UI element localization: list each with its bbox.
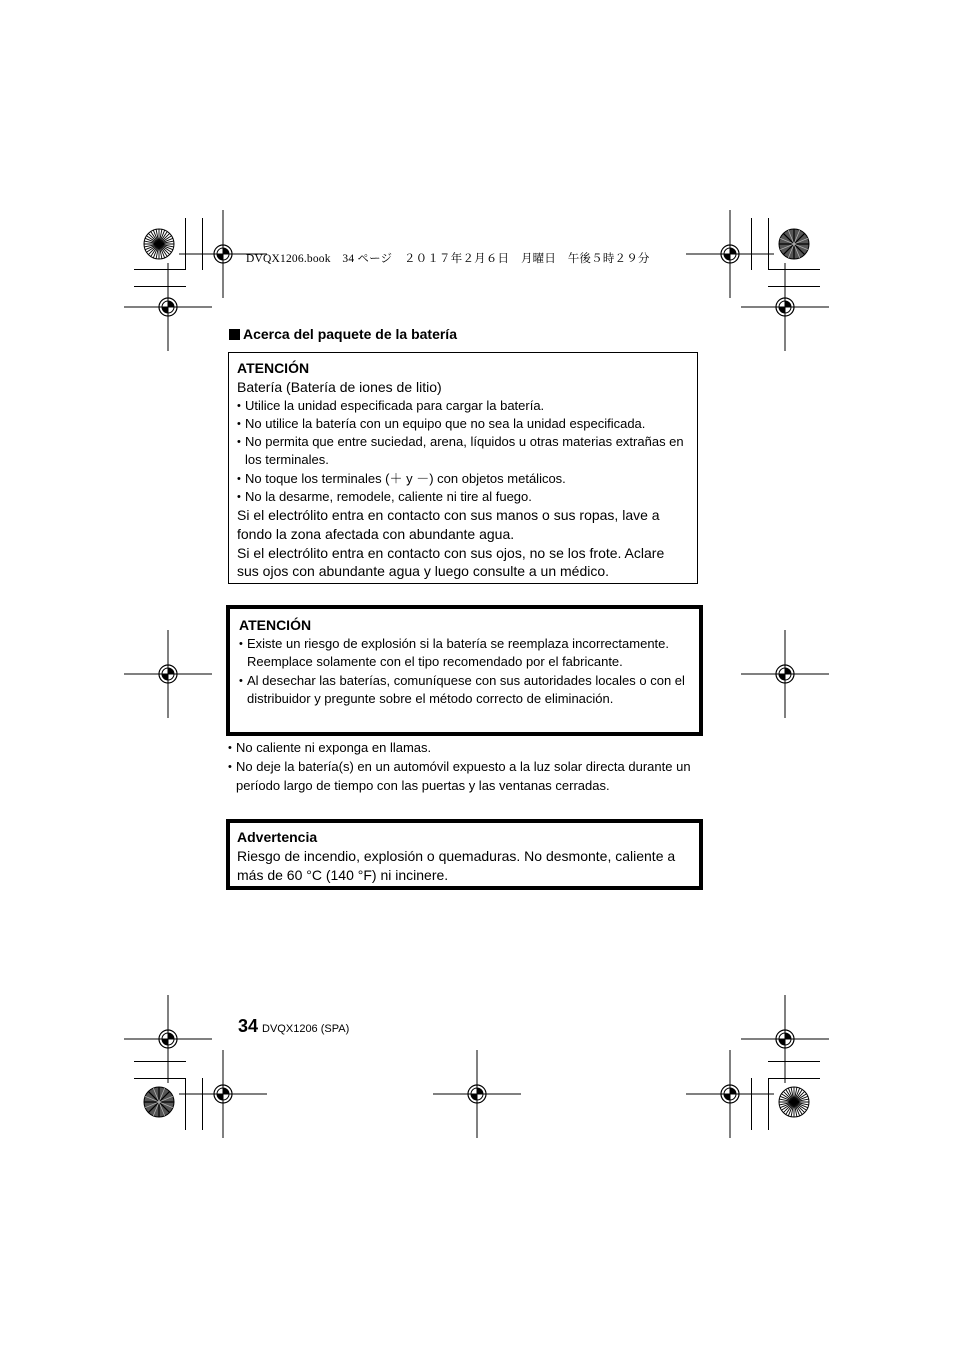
electrolyte-hands-paragraph: Si el electrólito entra en contacto con sus manos o sus ropas, lave a fondo la zona afectada con abundante agua.: [237, 507, 660, 542]
general-warnings: [228, 739, 708, 795]
caution-box-explosion: [226, 605, 703, 736]
caution-heading: ATENCIÓN: [237, 360, 310, 376]
warning-heading: Advertencia: [237, 829, 318, 845]
page-number: 34: [238, 1016, 259, 1036]
doc-code: DVQX1206 (SPA): [262, 1023, 350, 1035]
page-footer: [238, 1016, 349, 1037]
caution-subheading: Batería (Batería de iones de litio): [237, 379, 442, 395]
caution-bullet-list: [239, 635, 689, 708]
list-item: • Existe un riesgo de explosión si la batería se reemplaza incorrectamente. Reemplace solamente con el tipo recomendado por el fabricante.: [239, 635, 689, 672]
list-item: • No toque los terminales (＋ y －) con objetos metálicos.: [237, 470, 689, 488]
list-item: • No la desarme, remodele, caliente ni tire al fuego.: [237, 488, 689, 506]
list-item: • Utilice la unidad especificada para cargar la batería.: [237, 397, 689, 415]
caution-box-battery: [228, 352, 698, 584]
list-item: • No utilice la batería con un equipo que no sea la unidad especificada.: [237, 415, 689, 433]
caution-heading: ATENCIÓN: [239, 617, 312, 633]
section-title-text: Acerca del paquete de la batería: [243, 326, 457, 342]
electrolyte-eyes-paragraph: Si el electrólito entra en contacto con sus ojos, no se los frote. Aclare sus ojos con abundante agua y luego consulte a un médico.: [237, 544, 665, 580]
print-header: DVQX1206.book 34 ページ ２０１７年２月６日 月曜日 午後５時２９分: [246, 253, 650, 265]
list-item: • No deje la batería(s) en un automóvil expuesto a la luz solar directa durante un período largo de tiempo con las puertas y las ventanas cerradas.: [228, 758, 708, 796]
caution-bullet-list: [237, 397, 689, 507]
section-heading: [229, 326, 457, 342]
list-item: • No caliente ni exponga en llamas.: [228, 739, 708, 758]
list-item: • Al desechar las baterías, comuníquese con sus autoridades locales o con el distribuidor y pregunte sobre el método correcto de eliminación.: [239, 672, 689, 709]
warning-bullet-list: [228, 739, 708, 795]
list-item: • No permita que entre suciedad, arena, líquidos u otras materias extrañas en los terminales.: [237, 433, 689, 470]
warning-text: Riesgo de incendio, explosión o quemaduras. No desmonte, caliente a más de 60 °C (140 °F) ni incinere.: [237, 848, 676, 883]
square-bullet-icon: [229, 329, 240, 340]
warning-box-fire: [226, 819, 703, 890]
